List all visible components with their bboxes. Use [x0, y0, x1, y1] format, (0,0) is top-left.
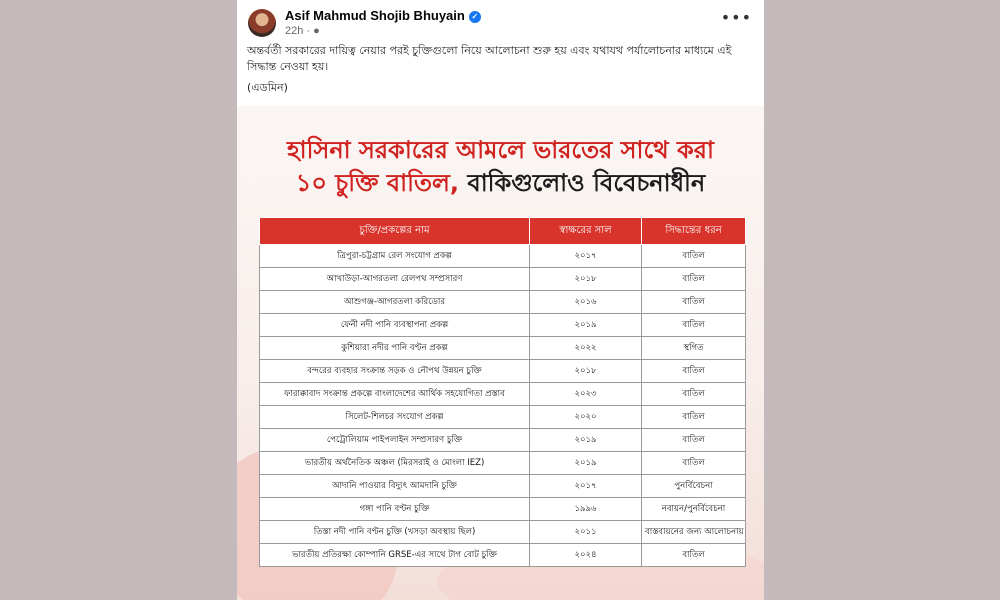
- headline-line-1: হাসিনা সরকারের আমলে ভারতের সাথে করা: [287, 136, 714, 164]
- cell-decision: বাতিল: [642, 544, 746, 567]
- post-caption: অন্তর্বর্তী সরকারের দায়িত্ব নেয়ার পরই চুক্তিগুলো নিয়ে আলোচনা শুরু হয় এবং যথাযথ পর্যালোচনার মাধ্যমে এই সিদ্ধান্ত নেওয়া হয়।: [247, 44, 732, 73]
- cell-deal-name: ত্রিপুরা-চট্টগ্রাম রেল সংযোগ প্রকল্প: [260, 245, 530, 268]
- cell-signing-year: ২০১৮: [530, 268, 642, 291]
- author-name-link[interactable]: [285, 8, 481, 23]
- cell-signing-year: ২০১৬: [530, 291, 642, 314]
- post-signature: (এডমিন): [247, 81, 288, 94]
- cell-signing-year: ২০১৮: [530, 360, 642, 383]
- cell-deal-name: কুশিয়ারা নদীর পানি বণ্টন প্রকল্প: [260, 337, 530, 360]
- cell-signing-year: ২০১৯: [530, 429, 642, 452]
- cell-deal-name: ফেনী নদী পানি ব্যবস্থাপনা প্রকল্প: [260, 314, 530, 337]
- cell-decision: বাতিল: [642, 268, 746, 291]
- cell-decision: বাতিল: [642, 383, 746, 406]
- cell-signing-year: ১৯৯৬: [530, 498, 642, 521]
- more-options-icon[interactable]: •••: [720, 8, 752, 27]
- cell-decision: বাতিল: [642, 314, 746, 337]
- cell-signing-year: ২০২০: [530, 406, 642, 429]
- table-row: [260, 268, 746, 291]
- dot-separator: ·: [306, 25, 314, 37]
- cell-decision: পুনর্বিবেচনা: [642, 475, 746, 498]
- cell-deal-name: ভারতীয় প্রতিরক্ষা কোম্পানি GRSE-এর সাথে টাগ বোট চুক্তি: [260, 544, 530, 567]
- cell-decision: স্থগিত: [642, 337, 746, 360]
- globe-icon: ●: [313, 25, 320, 37]
- table-row: [260, 498, 746, 521]
- table-row: [260, 245, 746, 268]
- post-meta: [285, 25, 320, 37]
- cell-decision: বাতিল: [642, 245, 746, 268]
- table-body: [260, 245, 746, 567]
- cell-decision: বাস্তবায়নের জন্য আলোচনায়: [642, 521, 746, 544]
- table-header-row: [260, 218, 746, 245]
- cell-decision: বাতিল: [642, 429, 746, 452]
- table-row: [260, 521, 746, 544]
- cell-deal-name: পেট্রোলিয়াম পাইপলাইন সম্প্রসারণ চুক্তি: [260, 429, 530, 452]
- table-row: [260, 337, 746, 360]
- headline-line-2: [237, 167, 764, 200]
- cell-deal-name: আদানি পাওয়ার বিদ্যুৎ আমদানি চুক্তি: [260, 475, 530, 498]
- table-row: [260, 314, 746, 337]
- table-row: [260, 452, 746, 475]
- cell-deal-name: গঙ্গা পানি বণ্টন চুক্তি: [260, 498, 530, 521]
- cell-deal-name: ফারাক্কাবাদ সংক্রান্ত প্রকল্পে বাংলাদেশের আর্থিক সহযোগিতা প্রস্তাব: [260, 383, 530, 406]
- post-header: [237, 0, 764, 40]
- cell-deal-name: সিলেট-শিলচর সংযোগ প্রকল্প: [260, 406, 530, 429]
- author-avatar[interactable]: [248, 9, 276, 37]
- author-name[interactable]: Asif Mahmud Shojib Bhuyain: [285, 8, 465, 23]
- headline-line-2-dark: বাকিগুলোও বিবেচনাধীন: [458, 169, 706, 197]
- cell-decision: বাতিল: [642, 360, 746, 383]
- cell-decision: বাতিল: [642, 452, 746, 475]
- post-time[interactable]: 22h: [285, 25, 304, 37]
- table-row: [260, 291, 746, 314]
- post-image[interactable]: [237, 106, 764, 600]
- column-header-name: চুক্তি/প্রকল্পের নাম: [260, 218, 530, 245]
- cell-deal-name: আশুগঞ্জ-আগরতলা করিডোর: [260, 291, 530, 314]
- cell-signing-year: ২০১৭: [530, 245, 642, 268]
- column-header-decision: সিদ্ধান্তের ধরন: [642, 218, 746, 245]
- deals-table: [259, 217, 746, 567]
- cell-signing-year: ২০২৩: [530, 383, 642, 406]
- table-row: [260, 429, 746, 452]
- cell-deal-name: ভারতীয় অর্থনৈতিক অঞ্চল (মিরসরাই ও মোংলা IEZ): [260, 452, 530, 475]
- cell-signing-year: ২০১৯: [530, 452, 642, 475]
- table-row: [260, 406, 746, 429]
- table-row: [260, 383, 746, 406]
- image-headline: [237, 134, 764, 200]
- table-row: [260, 544, 746, 567]
- cell-signing-year: ২০১৭: [530, 475, 642, 498]
- cell-signing-year: ২০২২: [530, 337, 642, 360]
- cell-deal-name: আখাউড়া-আগরতলা রেলপথ সম্প্রসারণ: [260, 268, 530, 291]
- cell-deal-name: বন্দরের ব্যবহার সংক্রান্ত সড়ক ও নৌপথ উন্নয়ন চুক্তি: [260, 360, 530, 383]
- cell-signing-year: ২০২৪: [530, 544, 642, 567]
- verified-badge-icon: ✓: [469, 11, 481, 23]
- cell-signing-year: ২০১১: [530, 521, 642, 544]
- table-row: [260, 475, 746, 498]
- headline-line-2-red: ১০ চুক্তি বাতিল,: [295, 169, 459, 197]
- facebook-post: [237, 0, 764, 600]
- cell-deal-name: তিস্তা নদী পানি বণ্টন চুক্তি (খসড়া অবস্থায় ছিল): [260, 521, 530, 544]
- cell-decision: নবায়ন/পুনর্বিবেচনা: [642, 498, 746, 521]
- cell-decision: বাতিল: [642, 406, 746, 429]
- cell-signing-year: ২০১৯: [530, 314, 642, 337]
- table-row: [260, 360, 746, 383]
- cell-decision: বাতিল: [642, 291, 746, 314]
- column-header-year: স্বাক্ষরের সাল: [530, 218, 642, 245]
